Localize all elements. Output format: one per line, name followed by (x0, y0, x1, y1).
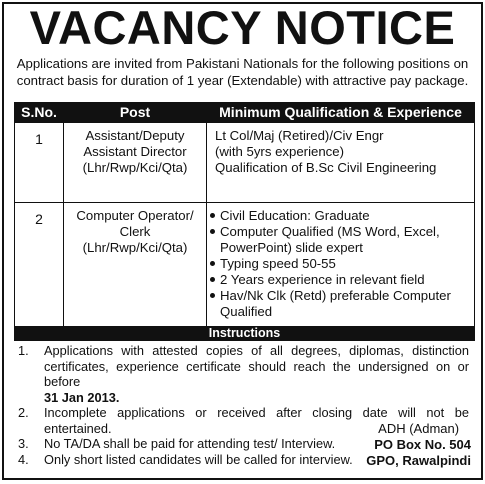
instruction-number: 2. (18, 405, 29, 420)
header-qualification: Minimum Qualification & Experience (207, 103, 475, 123)
post-line: Clerk (119, 224, 151, 239)
notice-title: VACANCY NOTICE (29, 1, 456, 54)
instructions-heading: Instructions (14, 326, 475, 341)
instruction-number: 4. (18, 451, 29, 467)
instruction-deadline: 31 Jan 2013. (44, 389, 120, 405)
instruction-number: 3. (18, 436, 29, 451)
signature-designation: ADH (Adman) (378, 421, 460, 436)
instruction-text: No TA/DA shall be paid for attending test/ Interview. (44, 436, 336, 451)
post-line: Assistant/Deputy (85, 128, 185, 143)
signature-po-box: PO Box No. 504 (374, 437, 471, 452)
vacancy-notice (2, 2, 483, 480)
post-line: (Lhr/Rwp/Kci/Qta) (82, 160, 188, 175)
row-post (64, 123, 207, 203)
table-row (15, 203, 475, 338)
signature-block (366, 421, 471, 469)
header-sno: S.No. (15, 103, 64, 123)
intro-paragraph: Applications are invited from Pakistani Nationals for the following positions on contract basis for duration of 1 year (Extendable) with attractive pay package. (16, 56, 469, 88)
qualification-bullet: Typing speed 50-55 (210, 256, 470, 272)
qualification-list (210, 208, 470, 320)
qualification-bullet: Civil Education: Graduate (210, 208, 470, 224)
qualification-bullet: Hav/Nk Clk (Retd) preferable Computer Qualified (210, 288, 470, 320)
instruction-text: Applications with attested copies of all degrees, diplomas, distinction certificates, experience certificate should reach the undersigned on or before (44, 343, 469, 389)
row-sno: 1 (15, 123, 64, 203)
post-line: Computer Operator/ (76, 208, 194, 223)
post-line: Assistant Director (83, 144, 187, 159)
instruction-item (14, 343, 469, 405)
table-header-row (15, 103, 475, 123)
row-sno: 2 (15, 203, 64, 338)
header-post: Post (64, 103, 207, 123)
qualification-line: Lt Col/Maj (Retired)/Civ Engr (215, 128, 384, 143)
instruction-number: 1. (18, 343, 29, 358)
row-qualification (207, 123, 475, 203)
qualification-bullet: Computer Qualified (MS Word, Excel, PowerPoint) slide expert (210, 224, 470, 256)
instruction-text-wrap (44, 343, 469, 405)
qualification-line: Qualification of B.Sc Civil Engineering (215, 160, 437, 175)
positions-table (14, 102, 475, 338)
signature-location: GPO, Rawalpindi (366, 453, 471, 468)
post-line: (Lhr/Rwp/Kci/Qta) (82, 240, 188, 255)
row-qualification (207, 203, 475, 338)
qualification-line: (with 5yrs experience) (215, 144, 344, 159)
qualification-bullet: 2 Years experience in relevant field (210, 272, 470, 288)
instruction-text: Only short listed candidates will be called for interview. (44, 451, 353, 467)
row-post (64, 203, 207, 338)
instruction-text: Incomplete applications or received after closing date will not be entertained. (44, 405, 469, 436)
table-row (15, 123, 475, 203)
